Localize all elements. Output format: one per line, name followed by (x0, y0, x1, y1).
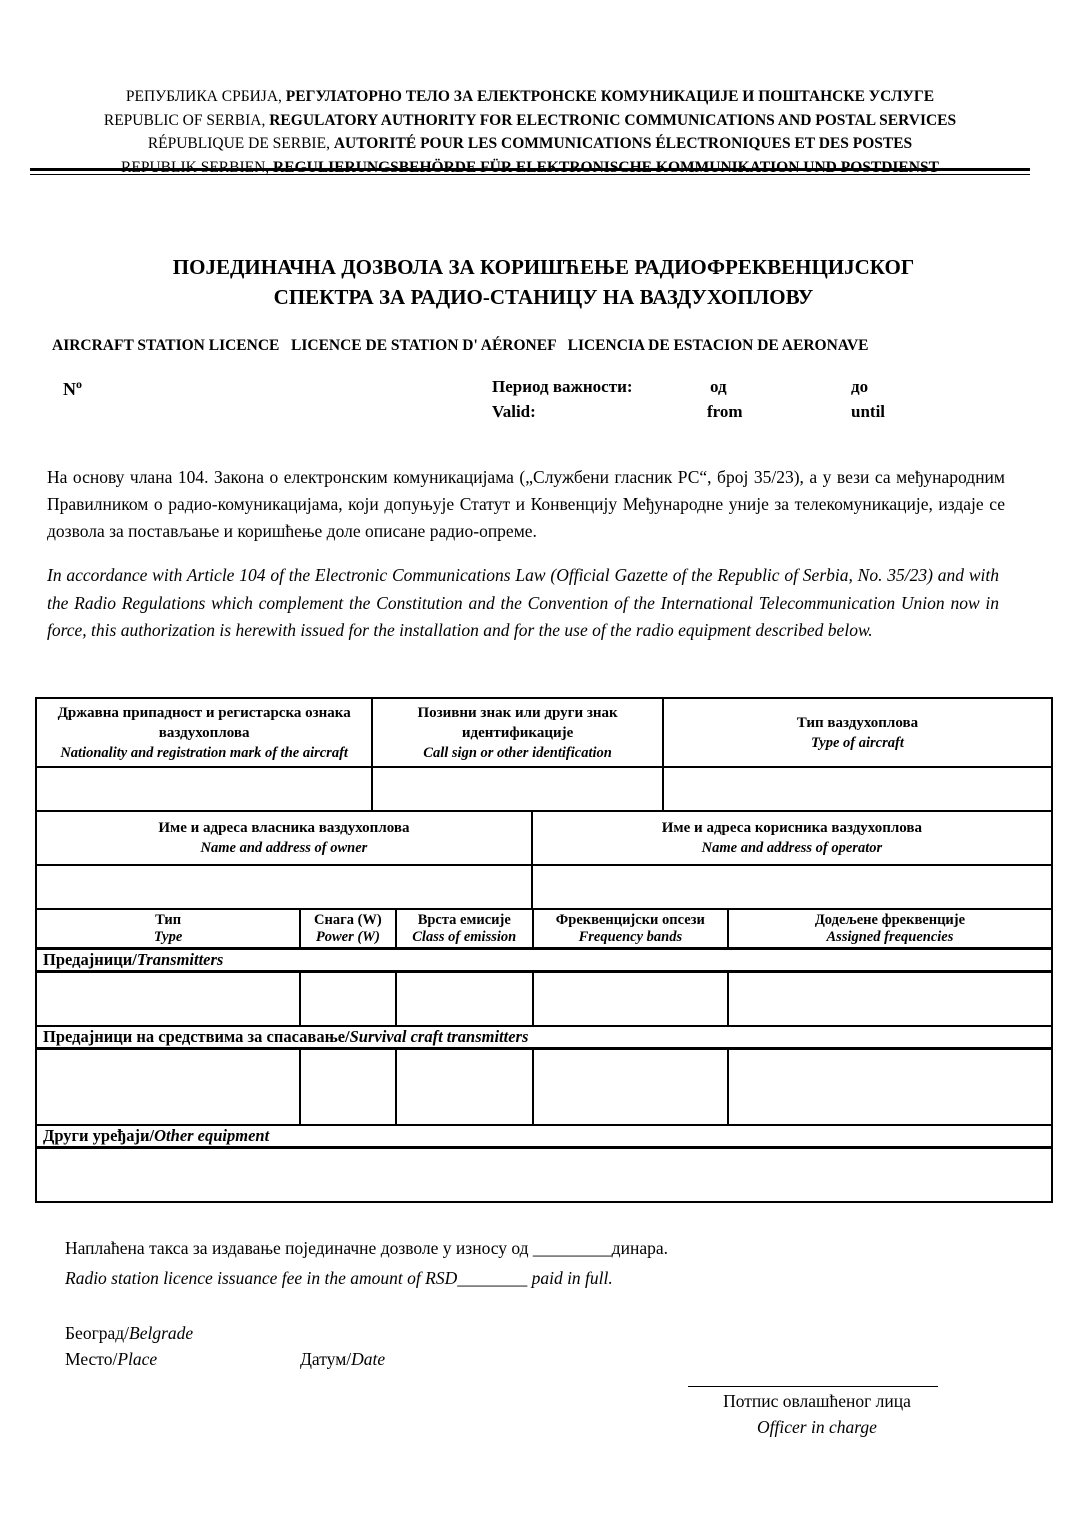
signature-line (688, 1386, 938, 1387)
date-sr: Датум/ (300, 1349, 352, 1369)
parties-table (35, 810, 1053, 910)
header-equip-bands-en: Frequency bands (578, 928, 683, 945)
licence-number-n: N (63, 379, 76, 399)
identification-table (35, 697, 1053, 812)
cell-transmitter-emission (396, 972, 533, 1027)
authority-name-fr: AUTORITÉ POUR LES COMMUNICATIONS ÉLECTRONIQUES ET DES POSTES (333, 135, 913, 152)
country-name-en: REPUBLIC OF SERBIA, (103, 111, 270, 129)
section-label-survival-sr: Предајници на средствима за спасавање/ (43, 1027, 350, 1046)
validity-label-en: Valid: (492, 402, 536, 421)
section-label-survival (36, 1026, 1052, 1049)
header-nationality-sr: Државна припадност и регистарска ознака ваздухоплова (57, 704, 351, 741)
header-equip-power (300, 909, 396, 949)
signature-label-sr: Потпис овлашћеног лица (723, 1391, 911, 1411)
header-owner (36, 811, 532, 865)
header-nationality (36, 698, 372, 767)
cell-survival-frequencies (728, 1049, 1052, 1126)
header-equip-emission (396, 909, 533, 949)
date-label (300, 1349, 385, 1370)
document-subtitle: AIRCRAFT STATION LICENCE LICENCE DE STATION D' AÉRONEF LICENCIA DE ESTACION DE AERONAVE (52, 337, 869, 354)
header-equip-frequencies-sr: Додељене фреквенције (814, 912, 966, 928)
date-en: Date (351, 1349, 386, 1369)
authority-name-de: REGULIERUNGSBEHÖRDE FÜR ELEKTRONISCHE KOMMUNIKATION UND POSTDIENST (273, 158, 939, 176)
validity-label-sr: Период важности: (492, 377, 633, 396)
signature-label-en: Officer in charge (757, 1417, 877, 1437)
cell-other-equipment-value (36, 1148, 1052, 1203)
cell-survival-power (300, 1049, 396, 1126)
letterhead-line-fr (30, 132, 1030, 156)
header-operator-sr: Име и адреса корисника ваздухоплова (661, 820, 923, 836)
section-label-other-equipment-sr: Други уређаји/ (43, 1126, 155, 1145)
fee-statement-en: Radio station licence issuance fee in the amount of RSD________ paid in full. (65, 1268, 613, 1288)
header-equip-type-en: Type (153, 928, 183, 945)
cell-survival-bands (533, 1049, 728, 1126)
header-equip-frequencies (728, 909, 1052, 949)
legal-paragraph-en: In accordance with Article 104 of the Electronic Communications Law (Official Gazette of the Republic of Serbia, No. 35/23) and with the Radio Regulations which complement the Constitution and the Convention of the International Telecommunication Union now in force, this authorization is herewith issued for the installation and for the use of the radio equipment described below. (47, 565, 999, 640)
city-line (65, 1323, 193, 1344)
header-equip-type-sr: Тип (155, 912, 182, 928)
section-label-transmitters-en: Transmitters (136, 950, 224, 969)
country-name-de: REPUBLIK SERBIEN, (121, 158, 274, 176)
header-equip-bands-sr: Фреквенцијски опсези (555, 912, 705, 928)
cell-nationality-value (36, 767, 372, 811)
header-callsign (372, 698, 663, 767)
section-label-transmitters-sr: Предајници/ (43, 950, 137, 969)
place-sr: Место/ (65, 1349, 118, 1369)
cell-transmitter-power (300, 972, 396, 1027)
letterhead-line-en (30, 109, 1030, 133)
section-label-transmitters (36, 949, 1052, 972)
cell-transmitter-frequencies (728, 972, 1052, 1027)
header-callsign-sr: Позивни знак или други знак идентификације (417, 704, 618, 741)
cell-operator-value (532, 865, 1052, 909)
validity-from-en: from (707, 402, 743, 421)
header-equip-emission-en: Class of emission (412, 928, 517, 945)
document-title-line2: СПЕКТРА ЗА РАДИО-СТАНИЦУ НА ВАЗДУХОПЛОВУ (273, 285, 814, 309)
cell-transmitter-type (36, 972, 300, 1027)
place-en: Place (117, 1349, 158, 1369)
header-aircraft-type-en: Type of aircraft (810, 734, 904, 751)
document-title (0, 252, 1087, 312)
cell-survival-emission (396, 1049, 533, 1126)
header-equip-emission-sr: Врста емисије (417, 912, 511, 928)
letterhead-line-sr (30, 85, 1030, 109)
legal-paragraph-sr: На основу члана 104. Закона о електронским комуникацијама („Службени гласник РС“, број 35/23), а у вези са међународним Правилником о радио-комуникацијама, који допуњује Статут и Конвенцију Међународне уније за телекомуникације, издаје се дозвола за постављање и коришћење доле описане радио-опреме. (47, 467, 1005, 541)
validity-from-sr: од (710, 377, 727, 396)
cell-survival-type (36, 1049, 300, 1126)
header-aircraft-type (663, 698, 1052, 767)
cell-owner-value (36, 865, 532, 909)
country-name-fr: RÉPUBLIQUE DE SERBIE, (147, 135, 334, 152)
licence-number-label (63, 377, 82, 400)
header-aircraft-type-sr: Тип ваздухоплова (796, 714, 919, 731)
fee-statement-sr: Наплаћена такса за издавање појединачне дозволе у износу од _________динара. (65, 1238, 668, 1258)
header-operator-en: Name and address of operator (701, 840, 883, 856)
licence-table (35, 697, 1053, 1203)
section-label-other-equipment (36, 1125, 1052, 1148)
place-label (65, 1349, 157, 1370)
header-equip-power-sr: Снага (W) (314, 912, 382, 928)
letterhead (30, 85, 1030, 179)
validity-to-sr: до (851, 377, 869, 396)
header-equip-type (36, 909, 300, 949)
validity-to-en: until (851, 402, 886, 421)
licence-number-sup: o (76, 377, 82, 391)
cell-transmitter-bands (533, 972, 728, 1027)
country-name-sr: РЕПУБЛИКА СРБИЈА, (125, 88, 286, 105)
header-nationality-en: Nationality and registration mark of the aircraft (60, 744, 348, 761)
cell-aircraft-type-value (663, 767, 1052, 811)
city-sr: Београд/ (65, 1323, 130, 1343)
header-equip-frequencies-en: Assigned frequencies (826, 928, 954, 945)
header-owner-sr: Име и адреса власника ваздухоплова (158, 820, 410, 836)
letterhead-rule (30, 168, 1030, 175)
header-equip-bands (533, 909, 728, 949)
header-equip-power-en: Power (W) (315, 928, 380, 945)
header-owner-en: Name and address of owner (200, 840, 368, 856)
authority-name-en: REGULATORY AUTHORITY FOR ELECTRONIC COMMUNICATIONS AND POSTAL SERVICES (269, 111, 957, 129)
section-label-survival-en: Survival craft transmitters (349, 1027, 529, 1046)
cell-callsign-value (372, 767, 663, 811)
header-callsign-en: Call sign or other identification (423, 744, 612, 761)
document-title-line1: ПОЈЕДИНАЧНА ДОЗВОЛА ЗА КОРИШЋЕЊЕ РАДИОФРЕКВЕНЦИЈСКОГ (172, 255, 915, 279)
authority-name-sr: РЕГУЛАТОРНО ТЕЛО ЗА ЕЛЕКТРОНСКЕ КОМУНИКАЦИЈЕ И ПОШТАНСКЕ УСЛУГЕ (285, 88, 935, 105)
city-en: Belgrade (129, 1323, 194, 1343)
equipment-table (35, 908, 1053, 1203)
section-label-other-equipment-en: Other equipment (154, 1126, 270, 1145)
header-operator (532, 811, 1052, 865)
